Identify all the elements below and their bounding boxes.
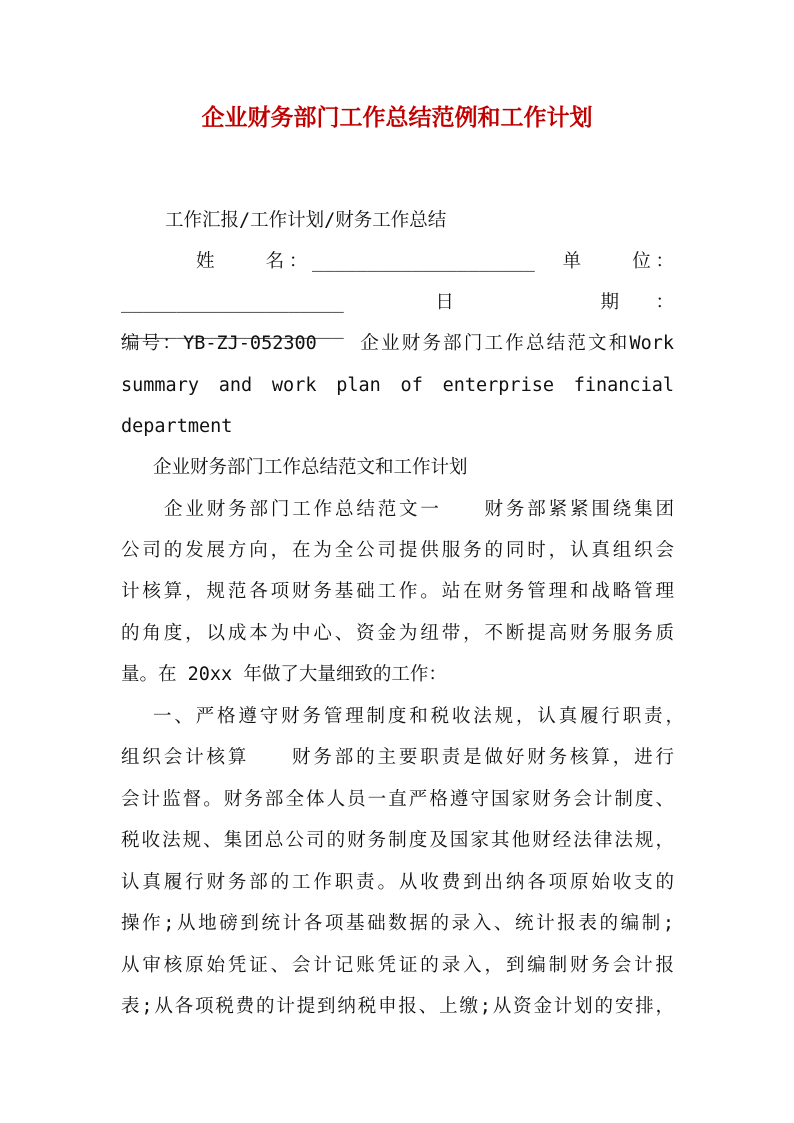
paragraph-line: 量。在 20xx 年做了大量细致的工作： xyxy=(121,664,447,685)
paragraph-line: 企业财务部门工作总结范文一 财务部紧紧围绕集团 xyxy=(164,499,674,520)
section-heading: 企业财务部门工作总结范文和工作计划 xyxy=(153,457,468,478)
english-title-line: summary and work plan of enterprise financial xyxy=(121,375,674,396)
category-line: 工作汇报/工作计划/财务工作总结 xyxy=(165,210,447,231)
paragraph-line: 一、严格遵守财务管理制度和税收法规，认真履行职责， xyxy=(153,706,684,727)
paragraph-line: 税收法规、集团总公司的财务制度及国家其他财经法律法规， xyxy=(121,830,674,851)
paragraph-line: 从审核原始凭证、会计记账凭证的录入，到编制财务会计报 xyxy=(121,955,674,976)
paragraph-line: 会计监督。财务部全体人员一直严格遵守国家财务会计制度、 xyxy=(121,789,674,810)
paragraph-line: 计核算，规范各项财务基础工作。站在财务管理和战略管理 xyxy=(121,581,674,602)
date-line: ____________________ 日 期：____________________ xyxy=(121,292,674,339)
paragraph-line: 的角度，以成本为中心、资金为纽带，不断提高财务服务质 xyxy=(121,623,674,644)
paragraph-line: 认真履行财务部的工作职责。从收费到出纳各项原始收支的 xyxy=(121,872,674,893)
paragraph-line: 表;从各项税费的计提到纳税申报、上缴;从资金计划的安排， xyxy=(121,996,674,1017)
paragraph-line: 操作;从地磅到统计各项基础数据的录入、统计报表的编制; xyxy=(121,913,674,934)
paragraph-line: 公司的发展方向，在为全公司提供服务的同时，认真组织会 xyxy=(121,540,674,561)
code-line: 编号：YB-ZJ-052300 企业财务部门工作总结范文和Work xyxy=(121,333,674,354)
english-title-line-end: department xyxy=(121,416,233,437)
paragraph-line: 组织会计核算 财务部的主要职责是做好财务核算，进行 xyxy=(121,747,674,768)
document-title: 企业财务部门工作总结范例和工作计划 xyxy=(201,104,593,131)
name-unit-line: 姓 名：____________________ 单 位： xyxy=(196,251,674,272)
